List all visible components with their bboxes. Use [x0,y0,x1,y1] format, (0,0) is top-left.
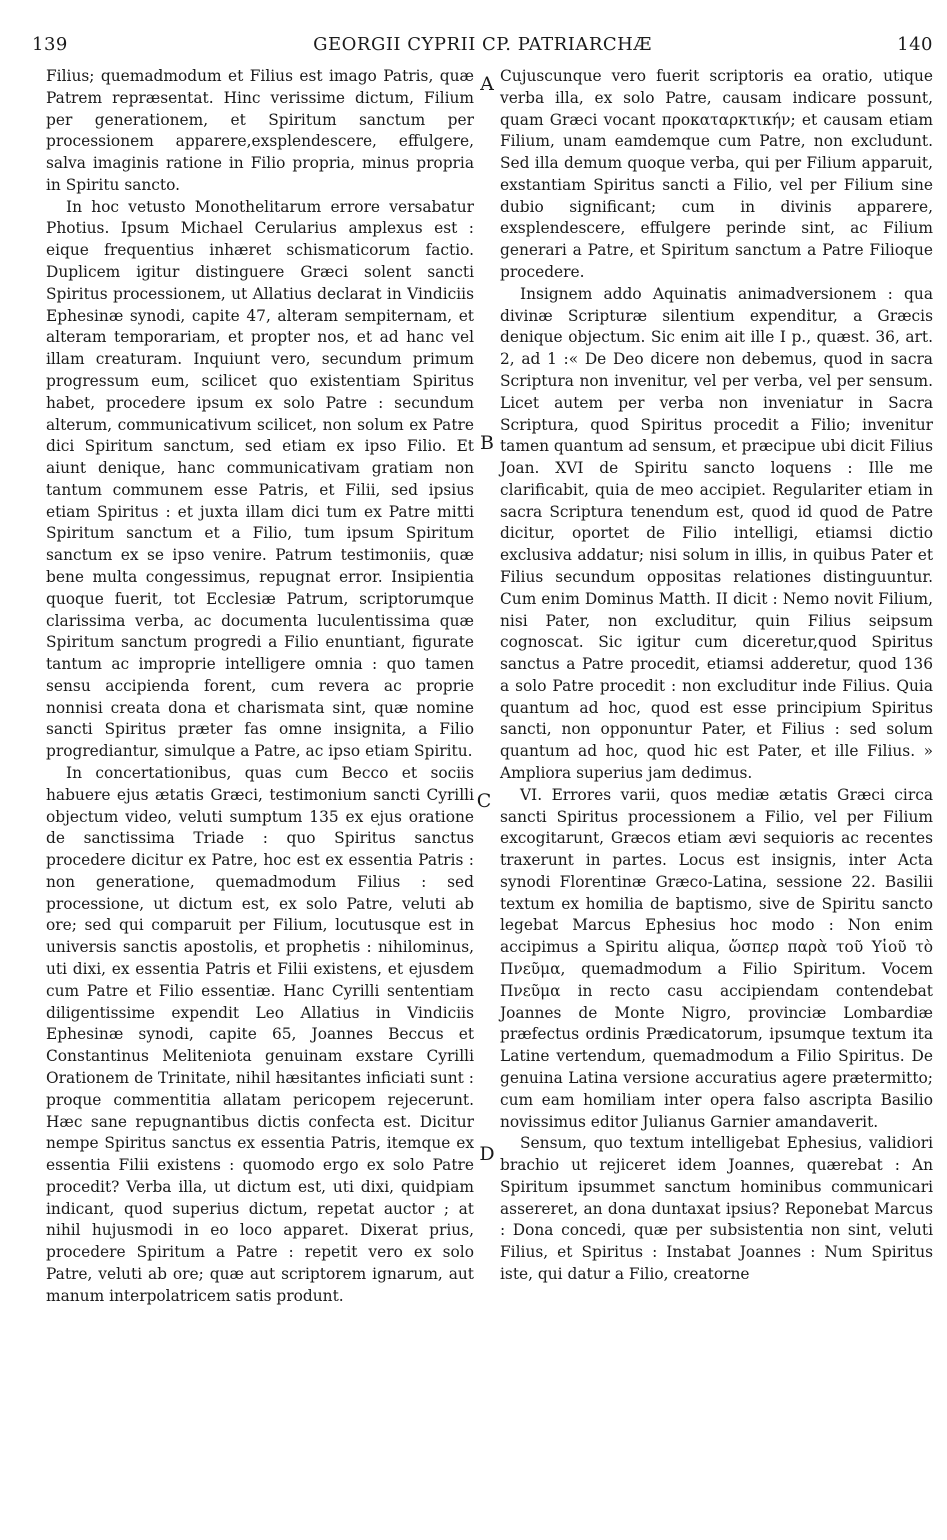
margin-letter-a: A [480,73,494,95]
paragraph: VI. Errores varii, quos mediæ ætatis Græci circa sancti Spiritus processionem a Filio, vel per Filium excogitarunt, Græcos etiam ævi sequioris ac recentes traxerunt in partes. Locus est insignis, inter Acta synodi Florentinæ Græco-Latina, sessione 22. Basilii textum ex homilia de baptismo, sive de Spiritu sancto legebat Marcus Ephesius hoc modo : Non enim accipimus a Spiritu aliqua, ὥσπερ παρὰ τοῦ Υἱοῦ τὸ Πνεῦμα, quemadmodum a Filio Spiritum. Vocem Πνεῦμα in recto casu accipiendam contendebat Joannes de Monte Nigro, provinciæ Lombardiæ præfectus ordinis Prædicatorum, ipsumque textum ita Latine vertendum, quemadmodum a Filio Spiritus. De genuina Latina versione accuratius agere prætermitto; cum eam homiliam inter opera falso ascripta Basilio novissimus editor Julianus Garnier amandaverit. [500,785,933,1131]
running-header [32,34,933,60]
paragraph: In concertationibus, quas cum Becco et sociis habuere ejus ætatis Græci, testimonium sancti Cyrilli objectum video, veluti sumptum 135 ex ejus oratione de sanctissima Triade : quo Spiritus sanctus procedere dicitur ex Patre, hoc est ex essentia Patris : non generatione, quemadmodum Filius : sed processione, ut dictum est, ex solo Patre, veluti ab ore; sed qui comparuit per Filium, locutusque est in universis sanctis apostolis, et prophetis : nihilominus, uti dixi, ex essentia Patris et Filii existens, et ejusdem cum Patre et Filio essentiæ. Hanc Cyrilli sententiam diligentissime expendit Leo Allatius in Vindiciis Ephesinæ synodi, capite 65, Joannes Beccus et Constantinus Meliteniota genuinam exstare Cyrilli Orationem de Trinitate, nihil hæsitantes inficiati sunt : proque commentitia allatam pericopem rejecerunt. Hæc sane repugnantibus dictis confecta est. Dicitur nempe Spiritus sanctus ex essentia Patris, itemque ex essentia Filii existens : quomodo ergo ex solo Patre procedit? Verba illa, ut dictum est, uti dixi, quidpiam indicant, quod superius dictum, repetat auctor ; at nihil hujusmodi in eo loco apparet. Dixerat prius, procedere Spiritum a Patre : repetit vero ex solo Patre, veluti ab ore; quæ aut scriptorem ignarum, aut manum interpolatricem satis produnt. [46,764,474,1305]
paragraph: Cujuscunque vero fuerit scriptoris ea oratio, utique verba illa, ex solo Patre, causam indicare possunt, quam Græci vocant προκαταρκτικήν; et causam etiam Filium, unam eamdemque cum Patre, non excludunt. Sed illa demum quoque verba, qui per Filium apparuit, exstantiam Spiritus sancti a Filio, vel per Filium sine dubio significant; cum in divinis apparere, exsplendescere, effulgere perinde sint, ac Filium generari a Patre, et Spiritum sanctum a Patre Filioque procedere. [500,67,933,282]
paragraph: Filius; quemadmodum et Filius est imago Patris, quæ Patrem repræsentat. Hinc verissime dictum, Filium per generationem, et Spiritum sanctum per processionem apparere,exsplendescere, effulgere, salva imaginis ratione in Filio propria, minus propria in Spiritu sancto. [46,67,474,194]
margin-letter-d: D [479,1143,495,1165]
running-title: GEORGII CYPRII CP. PATRIARCHÆ [313,34,652,55]
margin-letter-b: B [480,432,494,454]
page-number-left: 139 [32,34,68,55]
page-number-right: 140 [897,34,933,55]
paragraph: Sensum, quo textum intelligebat Ephesius, validiori brachio ut rejiceret idem Joannes, quærebat : An Spiritum ipsummet sanctum hominibus communicari assereret, an dona duntaxat ipsius? Reponebat Marcus : Dona concedi, quæ per subsistentia non sint, veluti Filius, et Spiritus : Instabat Joannes : Num Spiritus iste, qui datur a Filio, creatorne [500,1134,933,1283]
right-column [500,66,933,1286]
margin-letter-c: C [476,790,492,812]
paragraph: In hoc vetusto Monothelitarum errore versabatur Photius. Ipsum Michael Cerularius amplexus est : eique frequentius inhæret schismaticorum factio. Duplicem igitur distinguere Græci solent sancti Spiritus processionem, ut Allatius declarat in Vindiciis Ephesinæ synodi, capite 47, alteram sempiternam, et alteram temporariam, et propter nos, et ad hanc vel illam creaturam. Inquiunt vero, secundum primum progressum eum, scilicet quo existentiam Spiritus habet, procedere ipsum ex solo Patre : secundum alterum, communicativum scilicet, non solum ex Patre dici Spiritum sanctum, sed etiam ex ipso Filio. Et aiunt denique, hanc communicativam gratiam non tantum communem esse Patris, et Filii, sed ipsius etiam Spiritus : et juxta illam dici tum ex Patre mitti Spiritum sanctum et a Filio, tum ipsum Spiritum sanctum ex se ipso venire. Patrum testimoniis, quæ bene multa congessimus, repugnat error. Insipientia quoque fuerit, tot Ecclesiæ Patrum, scriptorumque clarissima verba, ac documenta luculentissima quæ Spiritum sanctum progredi a Filio enuntiant, figurate tantum ac improprie intelligere omnia : quo tamen sensu accipienda forent, cum revera ac proprie nonnisi creata dona et charismata sint, quæ nomine sancti Spiritus præter fas omne insignita, a Filio progrediantur, simulque a Patre, ac ipso etiam Spiritu. [46,197,474,761]
paragraph: Insignem addo Aquinatis animadversionem : qua divinæ Scripturæ silentium expenditur, a Græcis denique objectum. Sic enim ait ille I p., quæst. 36, art. 2, ad 1 :« De Deo dicere non debemus, quod in sacra Scriptura non invenitur, vel per verba, vel per sensum. Licet autem per verba non inveniatur in Sacra Scriptura, quod Spiritus procedit a Filio; invenitur tamen quantum ad sensum, et præcipue ubi dicit Filius Joan. XVI de Spiritu sancto loquens : Ille me clarificabit, quia de meo accipiet. Regulariter etiam in sacra Scriptura tenendum est, quod id quod de Patre dicitur, oportet de Filio intelligi, etiamsi dictio exclusiva addatur; nisi solum in illis, in quibus Pater et Filius secundum oppositas relationes distinguuntur. Cum enim Dominus Matth. II dicit : Nemo novit Filium, nisi Pater, non excluditur, quin Filius seipsum cognoscat. Sic igitur cum diceretur,quod Spiritus sanctus a Patre procedit, etiamsi adderetur, quod 136 a solo Patre procedit : non excluditur inde Filius. Quia quantum ad hoc, quod est esse principium Spiritus sancti, non opponuntur Pater, et Filius : sed solum quantum ad hoc, quod hic est Pater, et ille Filius. » Ampliora superius jam dedimus. [500,284,933,782]
left-column [46,66,474,1308]
